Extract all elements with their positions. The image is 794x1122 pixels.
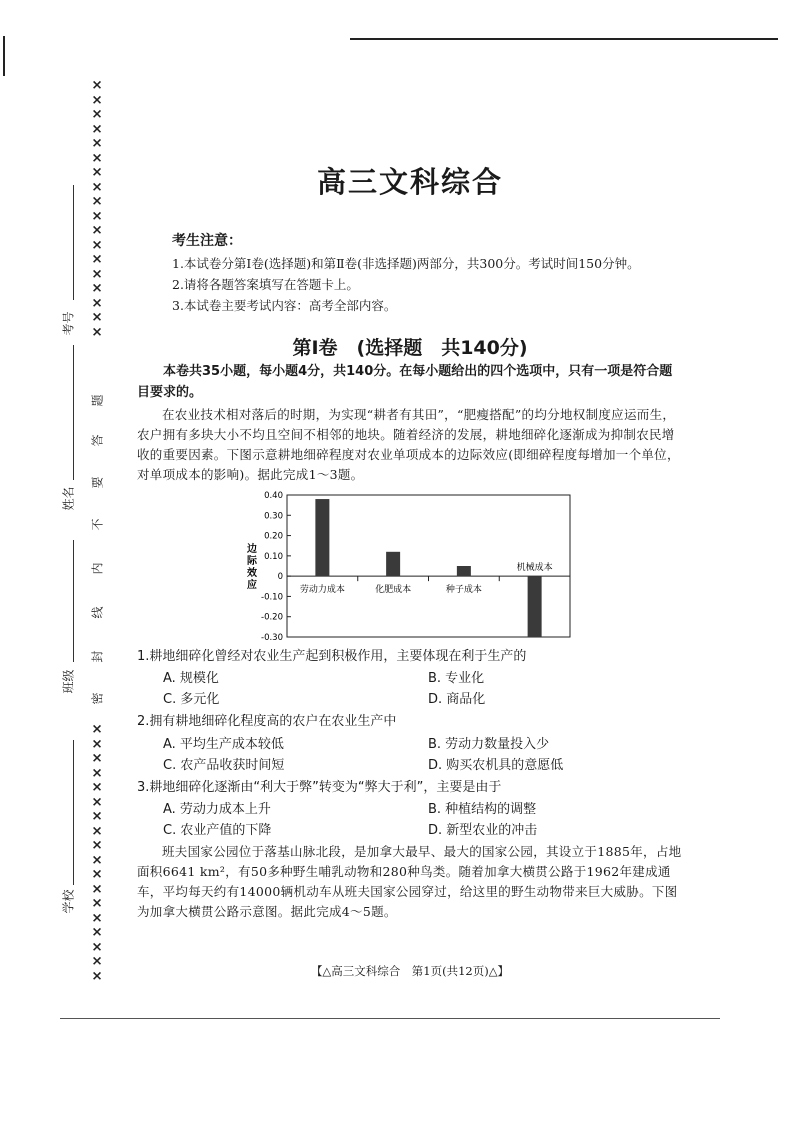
seal-char: 答 bbox=[90, 434, 105, 447]
q2-option-b: B. 劳动力数量投入少 bbox=[428, 737, 550, 752]
seal-char: 线 bbox=[90, 606, 105, 619]
category-label: 化肥成本 bbox=[375, 585, 412, 596]
margin-x-marks-top: ×××××××××××××××××× bbox=[91, 77, 103, 340]
seal-char: 密 bbox=[90, 692, 105, 705]
y-tick-label: -0.10 bbox=[261, 592, 283, 603]
seal-char: 封 bbox=[90, 650, 105, 663]
scan-edge-left bbox=[3, 36, 5, 76]
seal-char: 不 bbox=[90, 518, 105, 531]
name-label: 姓名 bbox=[61, 486, 76, 511]
notice-heading: 考生注意： bbox=[172, 233, 242, 249]
seal-char: 要 bbox=[90, 476, 105, 489]
section-intro: 本卷共35小题，每小题4分，共140分。在每小题给出的四个选项中，只有一项是符合题目要求的。 bbox=[137, 364, 673, 400]
question-2-stem: 2.拥有耕地细碎化程度高的农户在农业生产中 bbox=[137, 714, 397, 729]
question-1-stem: 1.耕地细碎化曾经对农业生产起到积极作用，主要体现在利于生产的 bbox=[137, 649, 527, 664]
school-line bbox=[73, 740, 74, 885]
y-axis-title-char: 效 bbox=[247, 568, 257, 579]
seal-char: 内 bbox=[90, 562, 105, 575]
scan-edge-top bbox=[350, 38, 778, 40]
category-label: 种子成本 bbox=[445, 585, 482, 596]
notice-item: 2.请将各题答案填写在答题卡上。 bbox=[172, 277, 359, 292]
y-tick-label: 0.10 bbox=[264, 551, 283, 562]
q3-option-d: D. 新型农业的冲击 bbox=[428, 823, 538, 838]
y-axis-title bbox=[247, 542, 258, 591]
exam-no-label: 考号 bbox=[61, 311, 76, 336]
y-axis-title-char: 际 bbox=[247, 556, 257, 567]
margin-x-marks-bottom: ×××××××××××××××××× bbox=[91, 721, 103, 984]
category-label: 机械成本 bbox=[516, 563, 553, 574]
bar-1 bbox=[386, 552, 400, 576]
notice-item: 3.本试卷主要考试内容：高考全部内容。 bbox=[172, 298, 397, 313]
bar-0 bbox=[315, 499, 329, 576]
notice-item: 1.本试卷分第Ⅰ卷(选择题)和第Ⅱ卷(非选择题)两部分，共300分。考试时间150分钟。 bbox=[172, 256, 640, 271]
passage-1: 在农业技术相对落后的时期，为实现“耕者有其田”，“肥瘦搭配”的均分地权制度应运而生，农户拥有多块大小不均且空间不相邻的地块。随着经济的发展，耕地细碎化逐渐成为抑制农民增收的重要因素。下图示意耕地细碎程度对农业单项成本的边际效应(即细碎程度每增加一个单位，对单项成本的影响)。据此完成1～3题。 bbox=[137, 407, 680, 482]
y-axis-title-char: 应 bbox=[247, 580, 257, 591]
y-tick-label: 0.40 bbox=[264, 491, 283, 501]
q1-option-c: C. 多元化 bbox=[163, 692, 220, 707]
bar-series bbox=[315, 499, 541, 637]
q1-option-d: D. 商品化 bbox=[428, 692, 486, 707]
category-label: 劳动力成本 bbox=[299, 585, 345, 596]
bar-3 bbox=[528, 576, 542, 637]
page-footer: 【△高三文科综合 第1页(共12页)△】 bbox=[310, 964, 510, 978]
y-axis-title-char: 边 bbox=[247, 544, 257, 555]
seal-char: 题 bbox=[90, 394, 105, 407]
passage-2: 班夫国家公园位于落基山脉北段，是加拿大最早、最大的国家公园，其设立于1885年，占地面积6641 km²，有50多种野生哺乳动物和280种鸟类。随着加拿大横贯公路于1962年建成通车，平均每天约有14000辆机动车从班夫国家公园穿过，给这里的野生动物带来巨大威胁。下图为加拿大横贯公路示意图。据此完成4～5题。 bbox=[137, 844, 682, 919]
q3-option-a: A. 劳动力成本上升 bbox=[163, 802, 271, 817]
q3-option-c: C. 农业产值的下降 bbox=[163, 823, 272, 838]
q3-option-b: B. 种植结构的调整 bbox=[428, 802, 537, 817]
page-title: 高三文科综合 bbox=[316, 165, 503, 199]
section-title: 第Ⅰ卷 (选择题 共140分) bbox=[292, 337, 528, 359]
scan-edge-bottom bbox=[60, 1018, 720, 1019]
q1-option-a: A. 规模化 bbox=[163, 671, 219, 686]
y-tick-label: -0.30 bbox=[261, 633, 283, 640]
exam-no-line bbox=[73, 185, 74, 300]
q2-option-d: D. 购买农机具的意愿低 bbox=[428, 758, 564, 773]
q1-option-b: B. 专业化 bbox=[428, 671, 485, 686]
y-tick-label: 0.30 bbox=[264, 511, 283, 522]
school-label: 学校 bbox=[61, 889, 76, 914]
y-tick-label: -0.20 bbox=[261, 612, 283, 623]
q2-option-a: A. 平均生产成本较低 bbox=[163, 737, 284, 752]
q2-option-c: C. 农产品收获时间短 bbox=[163, 758, 285, 773]
category-labels bbox=[300, 561, 553, 595]
notice-block bbox=[172, 230, 712, 316]
class-label: 班级 bbox=[61, 669, 76, 694]
bar-2 bbox=[457, 566, 471, 576]
y-tick-label: 0 bbox=[277, 572, 283, 583]
marginal-effect-chart bbox=[240, 490, 580, 640]
question-3-stem: 3.耕地细碎化逐渐由“利大于弊”转变为“弊大于利”，主要是由于 bbox=[137, 780, 502, 795]
y-tick-label: 0.20 bbox=[264, 531, 283, 542]
name-line bbox=[73, 345, 74, 480]
class-line bbox=[73, 540, 74, 662]
